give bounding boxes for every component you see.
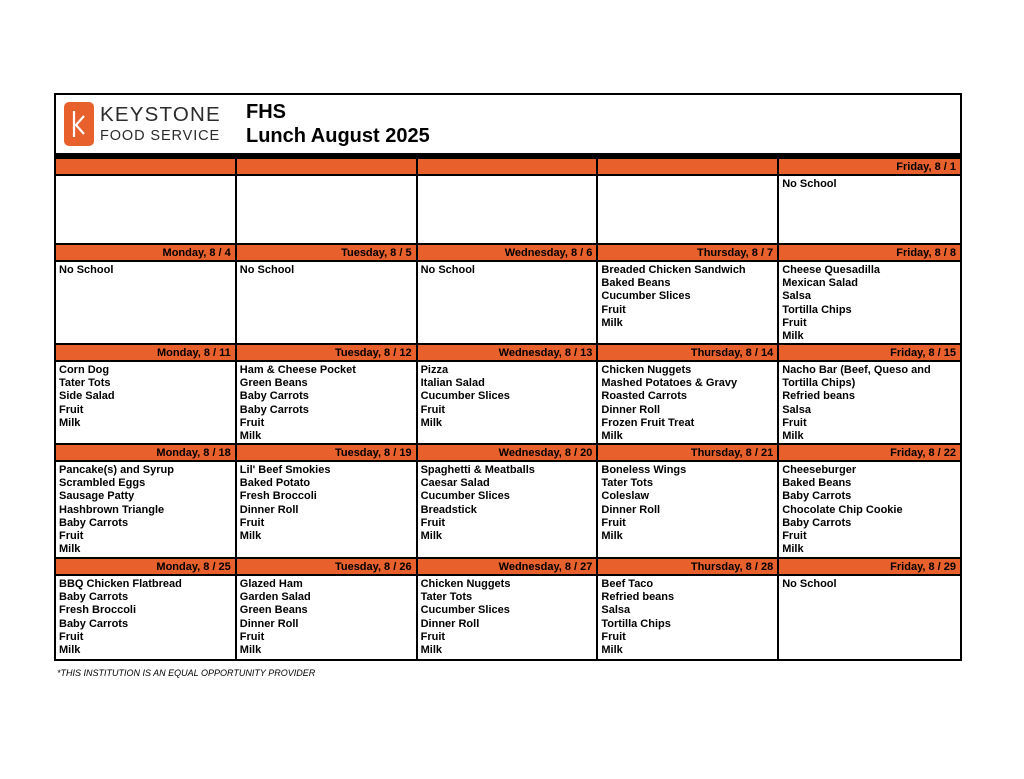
- week-header-row: [56, 445, 960, 462]
- day-cell: [598, 462, 779, 559]
- menu-item: Chocolate Chip Cookie: [782, 503, 903, 516]
- menu-item: Salsa: [782, 290, 811, 303]
- week-row: [56, 176, 960, 245]
- day-cell: [779, 362, 960, 445]
- menu-item: Milk: [420, 530, 442, 543]
- day-header: Thursday, 8 / 14: [598, 345, 779, 362]
- day-header: Tuesday, 8 / 26: [237, 559, 418, 576]
- menu-item: Green Beans: [239, 377, 308, 390]
- menu-item: Tater Tots: [59, 377, 111, 390]
- day-header: Wednesday, 8 / 13: [418, 345, 599, 362]
- day-header: [598, 159, 779, 176]
- menu-item: Boneless Wings: [601, 464, 687, 476]
- menu-item: Chicken Nuggets: [420, 578, 511, 590]
- menu-item: Fruit: [59, 530, 84, 543]
- footer-note: *THIS INSTITUTION IS AN EQUAL OPPORTUNITY PROVIDER: [57, 668, 316, 678]
- menu-item: Fruit: [239, 416, 265, 429]
- menu-item: Italian Salad: [420, 377, 485, 390]
- week-row: [56, 462, 960, 559]
- menu-item: Tortilla Chips: [601, 617, 671, 630]
- menu-item: Fresh Broccoli: [59, 604, 137, 617]
- day-cell: [418, 262, 599, 345]
- menu-item: Cucumber Slices: [420, 390, 510, 403]
- menu-item: Beef Taco: [601, 578, 654, 590]
- menu-item: Caesar Salad: [420, 477, 490, 490]
- menu-item: Cheese Quesadilla: [782, 264, 881, 276]
- menu-item: Chicken Nuggets: [601, 364, 692, 376]
- day-cell: [237, 262, 418, 345]
- day-header: Friday, 8 / 1: [779, 159, 960, 176]
- menu-item: Scrambled Eggs: [59, 477, 146, 490]
- menu-item: Milk: [59, 644, 81, 657]
- menu-item: Coleslaw: [601, 490, 650, 503]
- day-cell: [598, 176, 779, 245]
- menu-item: Milk: [420, 416, 442, 429]
- menu-item: Dinner Roll: [601, 503, 661, 516]
- menu-item: Fruit: [420, 630, 446, 643]
- day-cell: [56, 176, 237, 245]
- day-cell: [418, 362, 599, 445]
- menu-item: Tortilla Chips): [782, 377, 856, 390]
- menu-item: Milk: [601, 644, 623, 657]
- menu-item: No School: [420, 264, 475, 276]
- day-cell: [237, 576, 418, 659]
- day-cell: [237, 462, 418, 559]
- day-header: Wednesday, 8 / 6: [418, 245, 599, 262]
- keystone-k-icon: [64, 102, 94, 146]
- menu-item: Fruit: [601, 516, 626, 529]
- menu-item: Fruit: [59, 403, 84, 416]
- menu-item: Ham & Cheese Pocket: [239, 364, 356, 376]
- day-cell: [598, 576, 779, 659]
- menu-item: Dinner Roll: [239, 617, 299, 630]
- menu-item: Milk: [601, 430, 623, 443]
- day-header: Tuesday, 8 / 5: [237, 245, 418, 262]
- day-cell: [779, 576, 960, 659]
- menu-item: No School: [59, 264, 114, 276]
- menu-item: No School: [782, 178, 837, 190]
- menu-item: Fruit: [239, 630, 265, 643]
- menu-item: Baby Carrots: [59, 591, 129, 604]
- menu-item: No School: [782, 578, 837, 590]
- keystone-logo: [64, 102, 236, 146]
- day-header: Friday, 8 / 8: [779, 245, 960, 262]
- menu-item: Milk: [601, 316, 623, 329]
- menu-item: Fruit: [420, 403, 446, 416]
- day-header: Tuesday, 8 / 19: [237, 445, 418, 462]
- day-cell: [779, 262, 960, 345]
- day-header: [56, 159, 237, 176]
- day-header: Thursday, 8 / 28: [598, 559, 779, 576]
- menu-item: Milk: [601, 530, 623, 543]
- school-name: FHS: [246, 101, 286, 123]
- week-row: [56, 262, 960, 345]
- day-header: Monday, 8 / 18: [56, 445, 237, 462]
- menu-item: Milk: [782, 430, 804, 443]
- menu-item: Fruit: [420, 516, 446, 529]
- menu-item: Fresh Broccoli: [239, 490, 317, 503]
- day-cell: [418, 462, 599, 559]
- menu-item: Milk: [782, 330, 804, 343]
- day-cell: [418, 176, 599, 245]
- menu-item: Breaded Chicken Sandwich: [601, 264, 746, 276]
- menu-item: Baby Carrots: [59, 617, 129, 630]
- day-header: Wednesday, 8 / 27: [418, 559, 599, 576]
- menu-item: Nacho Bar (Beef, Queso and: [782, 364, 931, 376]
- menu-item: Refried beans: [601, 591, 675, 604]
- menu-item: Lil' Beef Smokies: [239, 464, 331, 476]
- menu-item: BBQ Chicken Flatbread: [59, 578, 182, 590]
- menu-item: Hashbrown Triangle: [59, 503, 165, 516]
- menu-item: Corn Dog: [59, 364, 110, 376]
- menu-item: Milk: [420, 644, 442, 657]
- menu-item: Milk: [239, 644, 262, 657]
- menu-item: Fruit: [782, 530, 807, 543]
- day-header: Thursday, 8 / 7: [598, 245, 779, 262]
- menu-item: Sausage Patty: [59, 490, 135, 503]
- menu-item: Baby Carrots: [59, 516, 129, 529]
- menu-item: Salsa: [782, 403, 811, 416]
- menu-item: Cucumber Slices: [420, 490, 510, 503]
- menu-item: Milk: [239, 430, 262, 443]
- menu-item: Frozen Fruit Treat: [601, 416, 695, 429]
- menu-header: [56, 95, 960, 153]
- menu-item: Mexican Salad: [782, 277, 859, 290]
- menu-item: Fruit: [782, 316, 807, 329]
- menu-item: Dinner Roll: [420, 617, 480, 630]
- menu-item: Pizza: [420, 364, 449, 376]
- menu-item: Fruit: [59, 630, 84, 643]
- menu-item: Tater Tots: [420, 591, 473, 604]
- day-cell: [56, 576, 237, 659]
- menu-item: No School: [239, 264, 295, 276]
- menu-item: Pancake(s) and Syrup: [59, 464, 174, 476]
- menu-item: Milk: [782, 543, 804, 556]
- day-header: Monday, 8 / 4: [56, 245, 237, 262]
- day-cell: [56, 362, 237, 445]
- menu-item: Milk: [239, 530, 262, 543]
- day-cell: [779, 176, 960, 245]
- menu-item: Fruit: [782, 416, 807, 429]
- menu-item: Cucumber Slices: [420, 604, 510, 617]
- menu-item: Fruit: [601, 630, 626, 643]
- menu-item: Tater Tots: [601, 477, 653, 490]
- day-header: [418, 159, 599, 176]
- day-header: Tuesday, 8 / 12: [237, 345, 418, 362]
- menu-item: Milk: [59, 416, 81, 429]
- menu-item: Baby Carrots: [782, 490, 852, 503]
- menu-sheet: [54, 93, 962, 661]
- menu-item: Refried beans: [782, 390, 855, 403]
- menu-item: Baby Carrots: [239, 390, 309, 403]
- menu-item: Cucumber Slices: [601, 290, 691, 303]
- menu-item: Cheeseburger: [782, 464, 857, 476]
- day-cell: [237, 362, 418, 445]
- menu-item: Baked Potato: [239, 477, 311, 490]
- week-header-row: [56, 159, 960, 176]
- menu-calendar: [56, 159, 960, 659]
- week-row: [56, 362, 960, 445]
- week-header-row: [56, 345, 960, 362]
- day-header: [237, 159, 418, 176]
- week-header-row: [56, 559, 960, 576]
- week-header-row: [56, 245, 960, 262]
- week-row: [56, 576, 960, 659]
- day-cell: [56, 462, 237, 559]
- day-header: Wednesday, 8 / 20: [418, 445, 599, 462]
- menu-item: Baby Carrots: [239, 403, 309, 416]
- menu-item: Mashed Potatoes & Gravy: [601, 377, 738, 390]
- day-cell: [598, 362, 779, 445]
- day-header: Friday, 8 / 22: [779, 445, 960, 462]
- day-cell: [237, 176, 418, 245]
- day-header: Friday, 8 / 15: [779, 345, 960, 362]
- menu-item: Baked Beans: [782, 477, 852, 490]
- day-cell: [56, 262, 237, 345]
- menu-item: Breadstick: [420, 503, 477, 516]
- menu-item: Dinner Roll: [601, 403, 661, 416]
- logo-brand-sub: FOOD SERVICE: [100, 127, 221, 144]
- day-cell: [779, 462, 960, 559]
- menu-item: Salsa: [601, 604, 631, 617]
- menu-item: Dinner Roll: [239, 503, 299, 516]
- menu-item: Milk: [59, 543, 81, 556]
- menu-item: Garden Salad: [239, 591, 311, 604]
- day-header: Monday, 8 / 25: [56, 559, 237, 576]
- menu-item: Green Beans: [239, 604, 308, 617]
- day-cell: [598, 262, 779, 345]
- menu-item: Roasted Carrots: [601, 390, 687, 403]
- menu-item: Tortilla Chips: [782, 303, 852, 316]
- day-header: Thursday, 8 / 21: [598, 445, 779, 462]
- day-header: Friday, 8 / 29: [779, 559, 960, 576]
- day-header: Monday, 8 / 11: [56, 345, 237, 362]
- menu-item: Glazed Ham: [239, 578, 303, 590]
- logo-brand-name: KEYSTONE: [100, 103, 221, 126]
- menu-item: Baked Beans: [601, 277, 671, 290]
- menu-item: Side Salad: [59, 390, 115, 403]
- menu-item: Baby Carrots: [782, 516, 852, 529]
- day-cell: [418, 576, 599, 659]
- menu-item: Fruit: [601, 303, 626, 316]
- menu-item: Fruit: [239, 516, 265, 529]
- menu-item: Spaghetti & Meatballs: [420, 464, 535, 476]
- menu-title: Lunch August 2025: [246, 125, 430, 147]
